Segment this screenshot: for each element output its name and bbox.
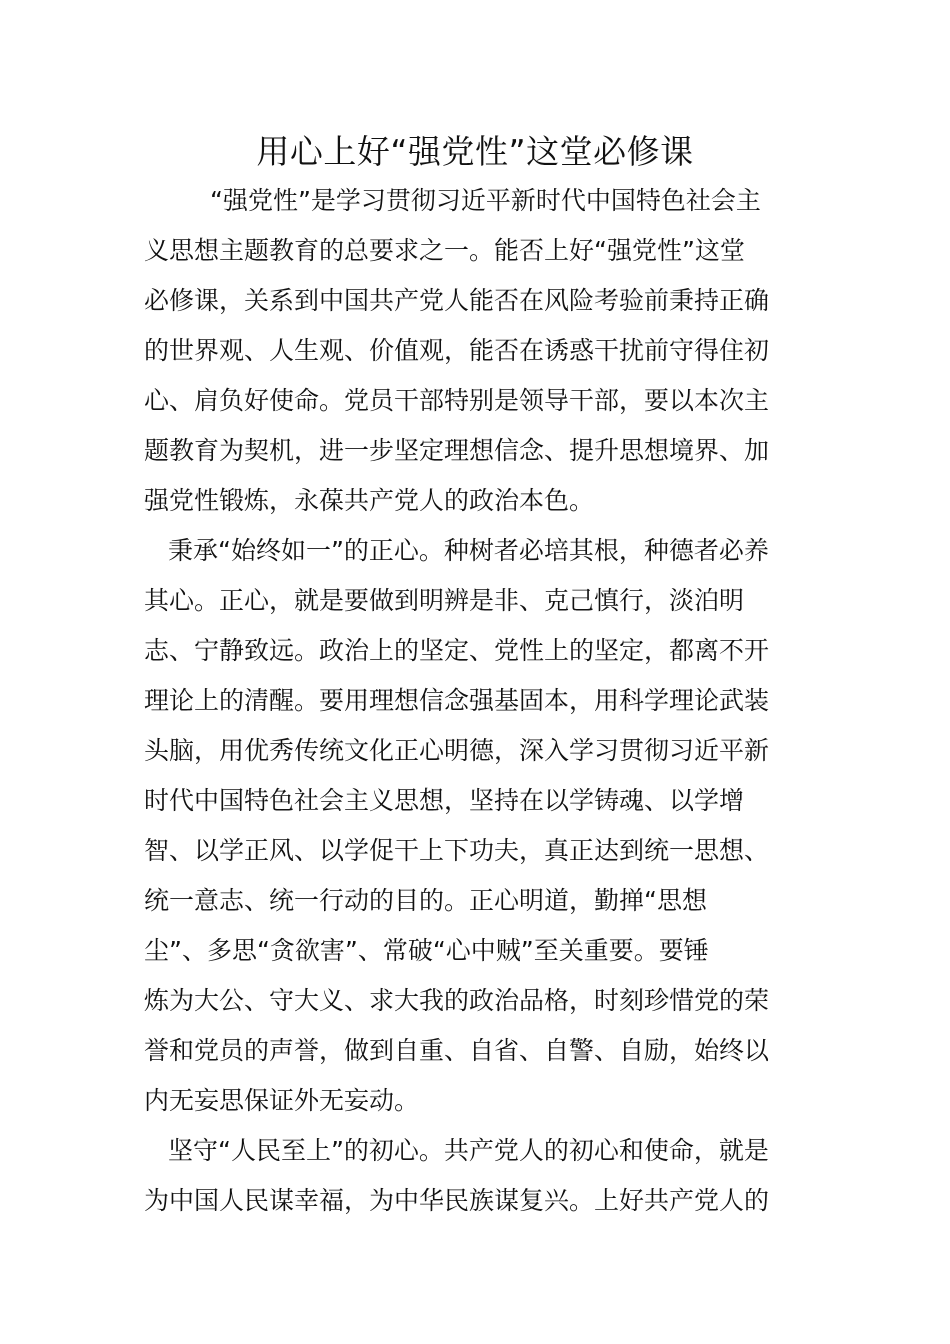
text-line: 炼为大公、守大义、求大我的政治品格，时刻珍惜党的荣: [144, 986, 770, 1015]
document-title: 用心上好“强党性”这堂必修课: [256, 132, 694, 171]
text-line: 的世界观、人生观、价值观，能否在诱惑干扰前守得住初: [144, 336, 770, 365]
text-line: 心、肩负好使命。党员干部特别是领导干部，要以本次主: [144, 386, 770, 415]
text-line: 头脑，用优秀传统文化正心明德，深入学习贯彻习近平新: [144, 736, 770, 765]
text-line: 义思想主题教育的总要求之一。能否上好“强党性”这堂: [144, 236, 745, 265]
paragraph-3: [144, 1126, 814, 1226]
text-line: 誉和党员的声誉，做到自重、自省、自警、自励，始终以: [144, 1036, 770, 1065]
paragraph-2: [144, 526, 814, 1126]
paragraph-1: [144, 176, 814, 526]
text-line: 强党性锻炼，永葆共产党人的政治本色。: [144, 486, 595, 515]
text-line: 题教育为契机，进一步坚定理想信念、提升思想境界、加: [144, 436, 770, 465]
text-line: 坚守“人民至上”的初心。共产党人的初心和使命，就是: [168, 1136, 769, 1165]
text-line: 秉承“始终如一”的正心。种树者必培其根，种德者必养: [168, 536, 769, 565]
text-line: 尘”、多思“贪欲害”、常破“心中贼”至关重要。要锤: [144, 936, 709, 965]
document-body: [144, 176, 814, 1226]
text-line: “强党性”是学习贯彻习近平新时代中国特色社会主: [210, 186, 761, 215]
text-line: 内无妄思保证外无妄动。: [144, 1086, 420, 1115]
text-line: 统一意志、统一行动的目的。正心明道，勤掸“思想: [144, 886, 707, 915]
text-line: 必修课，关系到中国共产党人能否在风险考验前秉持正确: [144, 286, 770, 315]
text-line: 其心。正心，就是要做到明辨是非、克己慎行，淡泊明: [144, 586, 745, 615]
text-line: 智、以学正风、以学促干上下功夫，真正达到统一思想、: [144, 836, 770, 865]
text-line: 为中国人民谋幸福，为中华民族谋复兴。上好共产党人的: [144, 1186, 770, 1215]
text-line: 时代中国特色社会主义思想，坚持在以学铸魂、以学增: [144, 786, 745, 815]
text-line: 理论上的清醒。要用理想信念强基固本，用科学理论武装: [144, 686, 770, 715]
text-line: 志、宁静致远。政治上的坚定、党性上的坚定，都离不开: [144, 636, 770, 665]
